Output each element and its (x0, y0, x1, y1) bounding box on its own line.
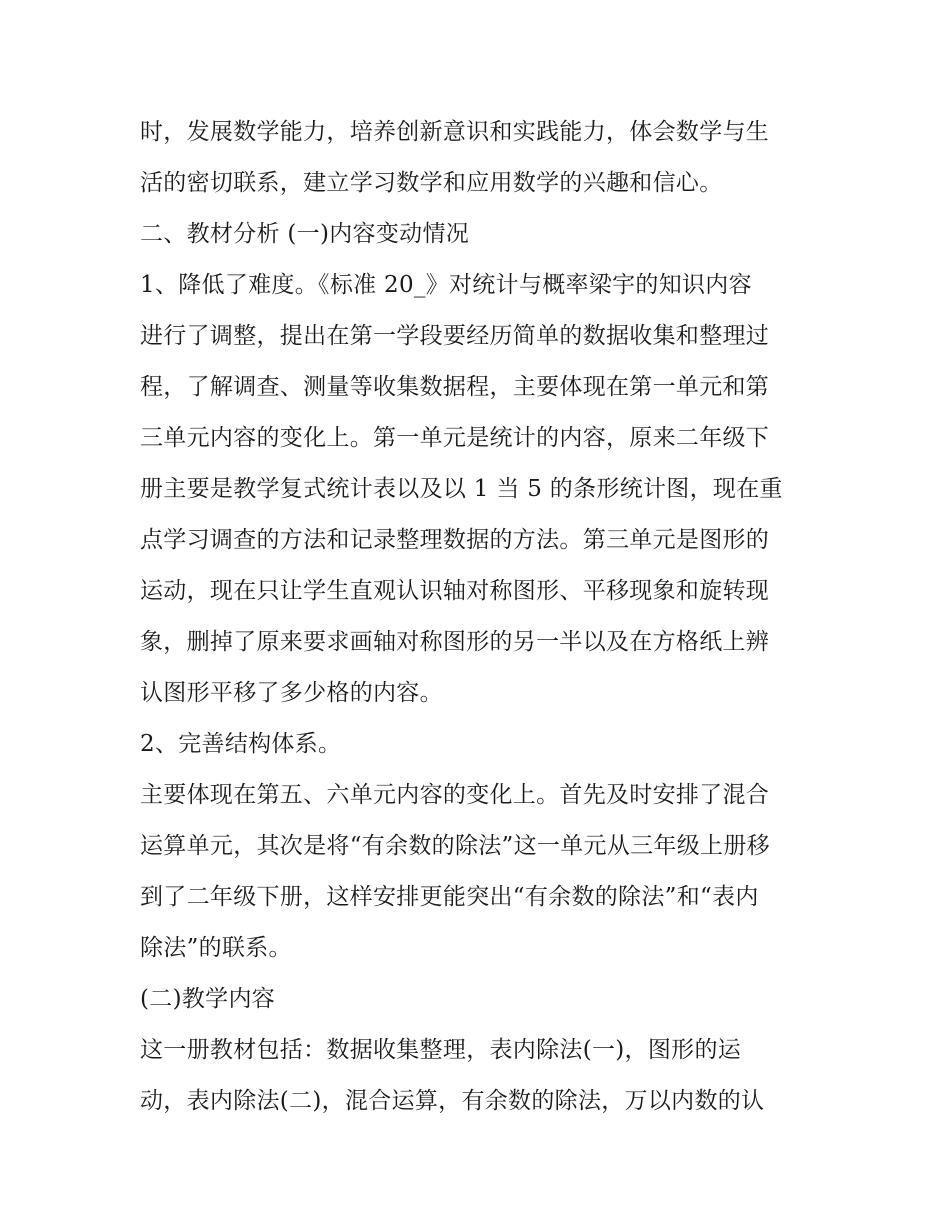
paragraph-line: 动，表内除法(二)，混合运算，有余数的除法，万以内数的认 (140, 1088, 765, 1114)
paragraph-line: 三单元内容的变化上。第一单元是统计的内容，原来二年级下 (140, 425, 770, 451)
paragraph-line: 点学习调查的方法和记录整理数据的方法。第三单元是图形的 (140, 527, 770, 553)
paragraph-line: 认图形平移了多少格的内容。 (140, 680, 443, 706)
paragraph-line: 1、降低了难度。《标准 20_》对统计与概率梁宇的知识内容 (140, 272, 752, 298)
paragraph-line: 活的密切联系，建立学习数学和应用数学的兴趣和信心。 (140, 170, 723, 196)
paragraph-line: 除法”的联系。 (140, 935, 292, 961)
paragraph-line: 象，删掉了原来要求画轴对称图形的另一半以及在方格纸上辨 (140, 629, 770, 655)
section-heading: (二)教学内容 (140, 986, 276, 1012)
paragraph-line: 到了二年级下册，这样安排更能突出“有余数的除法”和“表内 (140, 884, 759, 910)
paragraph-line: 时，发展数学能力，培养创新意识和实践能力，体会数学与生 (140, 119, 770, 145)
paragraph-line: 运算单元，其次是将“有余数的除法”这一单元从三年级上册移 (140, 833, 770, 859)
subsection-heading: 2、完善结构体系。 (140, 731, 342, 757)
paragraph-line: 运动，现在只让学生直观认识轴对称图形、平移现象和旋转现 (140, 578, 770, 604)
paragraph-line: 这一册教材包括：数据收集整理，表内除法(一)，图形的运 (140, 1037, 742, 1063)
section-heading: 二、教材分析 (一)内容变动情况 (140, 221, 470, 247)
paragraph-line: 册主要是教学复式统计表以及以 1 当 5 的条形统计图，现在重 (140, 476, 783, 502)
document-body (140, 107, 820, 1127)
paragraph-line: 程，了解调查、测量等收集数据程，主要体现在第一单元和第 (140, 374, 770, 400)
paragraph-line: 主要体现在第五、六单元内容的变化上。首先及时安排了混合 (140, 782, 770, 808)
paragraph-line: 进行了调整，提出在第一学段要经历简单的数据收集和整理过 (140, 323, 770, 349)
